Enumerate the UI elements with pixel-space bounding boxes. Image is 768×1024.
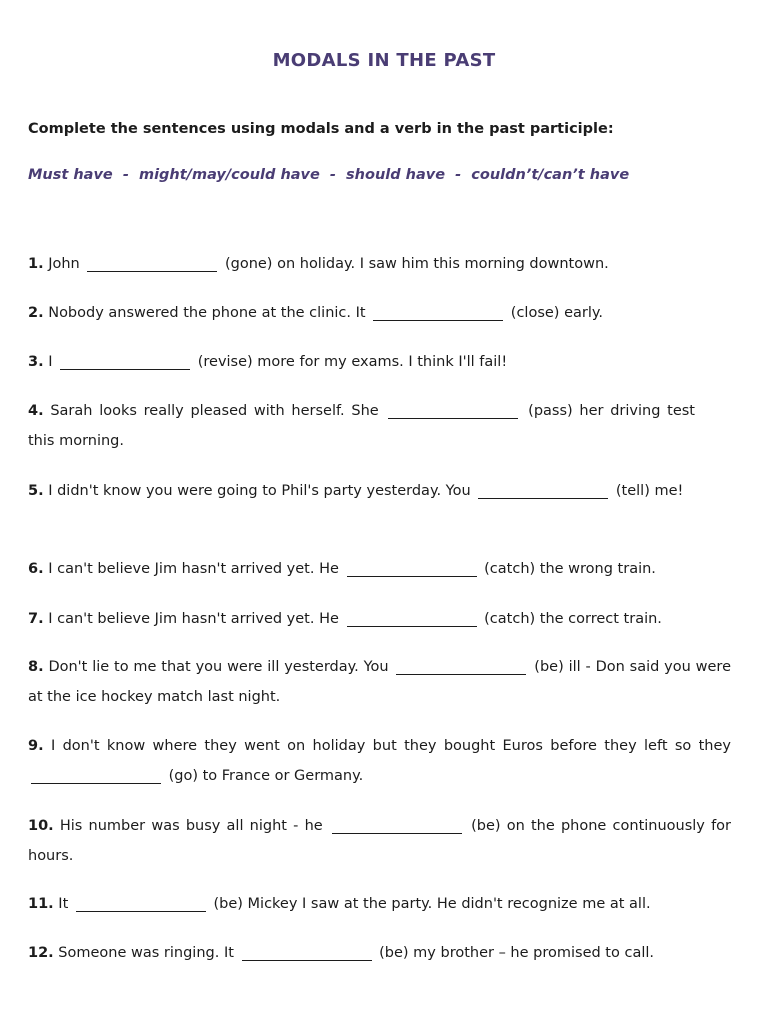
question-number: 12. bbox=[28, 945, 54, 961]
question-text-before: I didn't know you were going to Phil's party yesterday. You bbox=[43, 483, 471, 499]
question-text-after: (tell) me! bbox=[615, 483, 684, 499]
question-text-after: (be) my brother – he promised to call. bbox=[379, 945, 655, 961]
question-text-continued: this morning. bbox=[28, 433, 124, 449]
answer-blank[interactable] bbox=[373, 306, 503, 321]
question-text-before: John bbox=[43, 256, 80, 272]
question-text-after: (pass) her driving test bbox=[528, 403, 695, 419]
question-text-after: (go) to France or Germany. bbox=[168, 768, 364, 784]
question-item bbox=[28, 554, 731, 584]
question-item bbox=[28, 811, 731, 871]
question-text-after: (gone) on holiday. I saw him this morning downtown. bbox=[224, 256, 609, 272]
question-text-before: Someone was ringing. It bbox=[53, 945, 234, 961]
answer-blank[interactable] bbox=[332, 819, 462, 834]
question-item bbox=[28, 347, 731, 377]
question-text-after: (close) early. bbox=[510, 305, 603, 321]
question-item bbox=[28, 652, 731, 712]
answer-blank[interactable] bbox=[347, 612, 477, 627]
question-number: 4. bbox=[28, 403, 44, 419]
question-item bbox=[28, 731, 731, 791]
answer-blank[interactable] bbox=[87, 257, 217, 272]
question-item bbox=[28, 476, 731, 506]
question-number: 9. bbox=[28, 738, 44, 754]
answer-blank[interactable] bbox=[60, 355, 190, 370]
question-text-before: Nobody answered the phone at the clinic. It bbox=[43, 305, 366, 321]
question-text-before: I bbox=[43, 354, 53, 370]
question-text-before: His number was busy all night - he bbox=[53, 818, 323, 834]
question-number: 8. bbox=[28, 659, 44, 675]
question-text-after: (catch) the wrong train. bbox=[484, 561, 656, 577]
answer-blank[interactable] bbox=[31, 769, 161, 784]
answer-blank[interactable] bbox=[347, 562, 477, 577]
question-text-after: (be) on the phone continuously for hours. bbox=[28, 818, 732, 864]
question-text-before: Don't lie to me that you were ill yesterday. You bbox=[43, 659, 389, 675]
question-number: 7. bbox=[28, 611, 44, 627]
question-text-before: I don't know where they went on holiday but they bought Euros before they left so they bbox=[43, 738, 731, 754]
question-number: 2. bbox=[28, 305, 44, 321]
question-number: 10. bbox=[28, 818, 54, 834]
question-text-after: (be) Mickey I saw at the party. He didn't recognize me at all. bbox=[213, 896, 651, 912]
answer-blank[interactable] bbox=[478, 484, 608, 499]
question-text-before: I can't believe Jim hasn't arrived yet. He bbox=[43, 611, 339, 627]
answer-blank[interactable] bbox=[76, 897, 206, 912]
answer-blank[interactable] bbox=[242, 946, 372, 961]
question-number: 1. bbox=[28, 256, 44, 272]
instructions: Complete the sentences using modals and a verb in the past participle: bbox=[28, 121, 614, 137]
question-text-after: (revise) more for my exams. I think I'll fail! bbox=[197, 354, 508, 370]
answer-blank[interactable] bbox=[396, 660, 526, 675]
modal-options: Must have - might/may/could have - should have - couldn’t/can’t have bbox=[28, 167, 630, 183]
answer-blank[interactable] bbox=[388, 404, 518, 419]
question-item bbox=[28, 889, 731, 919]
question-text-before: It bbox=[53, 896, 69, 912]
question-item bbox=[28, 938, 731, 968]
question-item bbox=[28, 604, 731, 634]
question-item bbox=[28, 396, 731, 456]
question-text-before: I can't believe Jim hasn't arrived yet. He bbox=[43, 561, 339, 577]
question-number: 6. bbox=[28, 561, 44, 577]
question-number: 11. bbox=[28, 896, 54, 912]
question-item bbox=[28, 249, 731, 279]
question-text-before: Sarah looks really pleased with herself. She bbox=[43, 403, 379, 419]
question-number: 5. bbox=[28, 483, 44, 499]
worksheet-title: MODALS IN THE PAST bbox=[272, 50, 496, 71]
question-item bbox=[28, 298, 731, 328]
question-number: 3. bbox=[28, 354, 44, 370]
question-text-after: (be) ill - Don said you were at the ice hockey match last night. bbox=[28, 659, 731, 705]
question-text-after: (catch) the correct train. bbox=[484, 611, 662, 627]
